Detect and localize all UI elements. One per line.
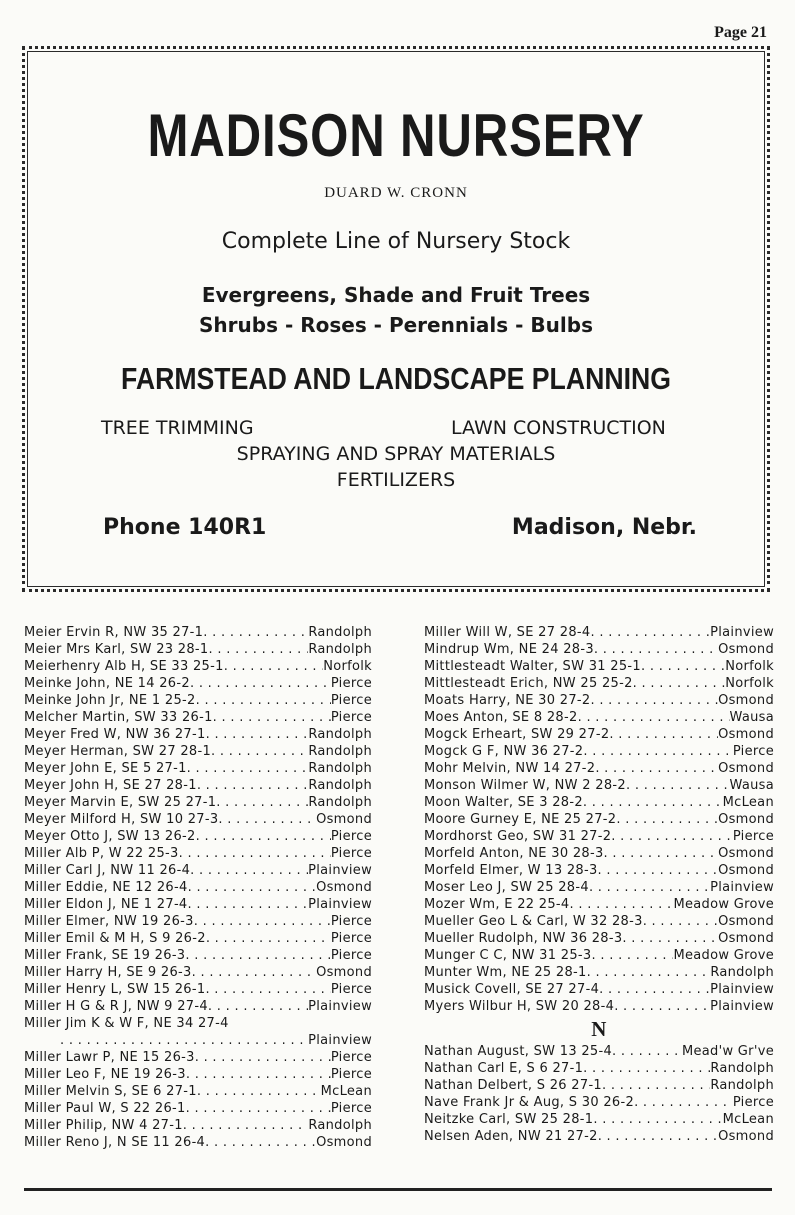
directory-entry: [424, 845, 774, 862]
section-letter: N: [591, 1017, 607, 1041]
entry-name: Meinke John, NE 14 26-2: [24, 676, 190, 691]
directory-entry: [424, 726, 774, 743]
entry-town: Osmond: [718, 863, 774, 878]
entry-name: Meyer Marvin E, SW 25 27-1: [24, 795, 217, 810]
entry-name: Monson Wilmer W, NW 2 28-2: [424, 778, 626, 793]
directory-entry: [424, 879, 774, 896]
entry-name: Moon Walter, SE 3 28-2: [424, 795, 583, 810]
entry-town: Pierce: [732, 829, 774, 844]
directory-entry: [24, 862, 372, 879]
entry-town: Randolph: [308, 761, 372, 776]
entry-town: Pierce: [330, 829, 372, 844]
entry-name: Munger C C, NW 31 25-3: [424, 948, 592, 963]
directory-entry: [424, 828, 774, 845]
entry-name: Meyer John H, SE 27 28-1: [24, 778, 197, 793]
entry-name: Moore Gurney E, NE 25 27-2: [424, 812, 617, 827]
entry-name: Meier Ervin R, NW 35 27-1: [24, 625, 204, 640]
directory-entry: [24, 896, 372, 913]
entry-name: Meyer Herman, SW 27 28-1: [24, 744, 212, 759]
directory-entry-wrapped-town: [24, 1032, 372, 1049]
entry-name: Meierhenry Alb H, SE 33 25-1: [24, 659, 224, 674]
entry-name: Nathan Delbert, S 26 27-1: [424, 1078, 603, 1093]
directory-entry: [24, 998, 372, 1015]
ad-products-line-2: Shrubs - Roses - Perennials - Bulbs: [199, 313, 593, 337]
directory-entry: [424, 743, 774, 760]
entry-town: Plainview: [308, 863, 372, 878]
entry-name: Meyer John E, SE 5 27-1: [24, 761, 187, 776]
entry-town: Pierce: [330, 982, 372, 997]
entry-town: Randolph: [308, 642, 372, 657]
directory-entry: [424, 947, 774, 964]
entry-name: Moser Leo J, SW 25 28-4: [424, 880, 589, 895]
directory-entry: [24, 658, 372, 675]
directory-entry: [424, 1060, 774, 1077]
directory-entry: [24, 930, 372, 947]
entry-name: Miller Harry H, SE 9 26-3: [24, 965, 192, 980]
entry-name: Miller Paul W, S 22 26-1: [24, 1101, 186, 1116]
entry-town: Plainview: [710, 625, 774, 640]
entry-name: Miller Emil & M H, S 9 26-2: [24, 931, 206, 946]
ad-products-line-1: Evergreens, Shade and Fruit Trees: [201, 283, 591, 307]
entry-name: Nathan August, SW 13 25-4: [424, 1044, 613, 1059]
directory-entry: [424, 862, 774, 879]
directory-entry: [24, 1049, 372, 1066]
entry-town: Plainview: [710, 982, 774, 997]
ad-service-lawn-construction: LAWN CONSTRUCTION: [451, 417, 666, 439]
entry-town: Pierce: [330, 931, 372, 946]
entry-town: Wausa: [729, 710, 774, 725]
directory-entry: [24, 1083, 372, 1100]
directory-entry: [24, 811, 372, 828]
directory-entry: [424, 811, 774, 828]
entry-name: Mueller Geo L & Carl, W 32 28-3: [424, 914, 643, 929]
ad-phone: Phone 140R1: [103, 515, 267, 540]
entry-name: Munter Wm, NE 25 28-1: [424, 965, 587, 980]
directory-entry: [424, 675, 774, 692]
ad-title: MADISON NURSERY: [147, 102, 645, 169]
entry-name: Miller Jim K & W F, NE 34 27-4: [24, 1016, 229, 1031]
entry-name: Mordhorst Geo, SW 31 27-2: [424, 829, 612, 844]
directory-entry: [424, 777, 774, 794]
directory-entry: [24, 1117, 372, 1134]
entry-name: Mindrup Wm, NE 24 28-3: [424, 642, 594, 657]
directory-entry: [24, 709, 372, 726]
entry-name: Meyer Otto J, SW 13 26-2: [24, 829, 196, 844]
left-entries-continued: [24, 1049, 372, 1151]
entry-town: Osmond: [718, 846, 774, 861]
entry-town: Osmond: [718, 642, 774, 657]
directory-entry: [424, 794, 774, 811]
entry-town: Randolph: [710, 1078, 774, 1093]
entry-town: Pierce: [330, 710, 372, 725]
entry-town: Wausa: [729, 778, 774, 793]
entry-town: Pierce: [330, 1067, 372, 1082]
directory-entry: [24, 777, 372, 794]
entry-town: Pierce: [732, 744, 774, 759]
left-entries: [24, 624, 372, 1015]
entry-name: Miller Alb P, W 22 25-3: [24, 846, 179, 861]
directory-entry: [24, 692, 372, 709]
ad-location: Madison, Nebr.: [511, 515, 697, 540]
entry-town: Osmond: [718, 761, 774, 776]
directory-entry: [424, 641, 774, 658]
nursery-advertisement: [22, 46, 770, 592]
entry-town: Norfolk: [725, 659, 774, 674]
entry-name: Miller Carl J, NW 11 26-4: [24, 863, 191, 878]
entry-name: Miller Lawr P, NE 15 26-3: [24, 1050, 195, 1065]
directory-entry: [24, 947, 372, 964]
ad-service-tree-trimming: TREE TRIMMING: [101, 417, 254, 439]
entry-town: Randolph: [308, 727, 372, 742]
entry-name: Meinke John Jr, NE 1 25-2: [24, 693, 196, 708]
directory-entry: [424, 896, 774, 913]
entry-town: Randolph: [308, 778, 372, 793]
entry-town: McLean: [722, 795, 774, 810]
ad-service-spraying: SPRAYING AND SPRAY MATERIALS: [236, 443, 556, 465]
entry-town: McLean: [320, 1084, 372, 1099]
entry-town: Pierce: [330, 1101, 372, 1116]
entry-name: Meier Mrs Karl, SW 23 28-1: [24, 642, 209, 657]
directory-entry: [424, 998, 774, 1015]
entry-town: Randolph: [308, 625, 372, 640]
entry-town: Pierce: [330, 1050, 372, 1065]
entry-name: Neitzke Carl, SW 25 28-1: [424, 1112, 594, 1127]
entry-town: Osmond: [718, 1129, 774, 1144]
entry-name: Nave Frank Jr & Aug, S 30 26-2: [424, 1095, 635, 1110]
entry-town: Osmond: [316, 812, 372, 827]
entry-name: Miller Reno J, N SE 11 26-4: [24, 1135, 206, 1150]
directory-entry: [24, 981, 372, 998]
directory-entry: [24, 879, 372, 896]
entry-name: Morfeld Elmer, W 13 28-3: [424, 863, 598, 878]
entry-name: Musick Covell, SE 27 27-4: [424, 982, 600, 997]
directory-entry: [424, 1094, 774, 1111]
entry-name: Mueller Rudolph, NW 36 28-3: [424, 931, 623, 946]
entry-town: Randolph: [710, 965, 774, 980]
directory-entry: [24, 1100, 372, 1117]
entry-name: Miller Melvin S, SE 6 27-1: [24, 1084, 197, 1099]
entry-town: Randolph: [308, 744, 372, 759]
ad-tagline: Complete Line of Nursery Stock: [221, 229, 571, 254]
entry-name: Nelsen Aden, NW 21 27-2: [424, 1129, 598, 1144]
directory-entry: [24, 913, 372, 930]
directory-entry: [24, 624, 372, 641]
entry-name: Meyer Milford H, SW 10 27-3: [24, 812, 219, 827]
directory-entry: [424, 913, 774, 930]
entry-town: Plainview: [308, 1033, 372, 1048]
directory-entry: [24, 828, 372, 845]
entry-town: Osmond: [718, 693, 774, 708]
entry-name: Moes Anton, SE 8 28-2: [424, 710, 578, 725]
entry-town: Pierce: [330, 693, 372, 708]
entry-town: Osmond: [718, 727, 774, 742]
entry-name: Miller Philip, NW 4 27-1: [24, 1118, 183, 1133]
entry-town: McLean: [722, 1112, 774, 1127]
directory-entry: [424, 658, 774, 675]
entry-town: Plainview: [710, 880, 774, 895]
entry-town: Randolph: [710, 1061, 774, 1076]
entry-name: Melcher Martin, SW 33 26-1: [24, 710, 213, 725]
entry-town: Plainview: [308, 897, 372, 912]
entry-name: Miller Frank, SE 19 26-3: [24, 948, 186, 963]
entry-town: Pierce: [330, 676, 372, 691]
directory-entry: [424, 981, 774, 998]
entry-name: Miller Eldon J, NE 1 27-4: [24, 897, 188, 912]
directory-entry: [24, 845, 372, 862]
entry-town: Pierce: [330, 846, 372, 861]
entry-town: Pierce: [330, 948, 372, 963]
directory-entry: [424, 1128, 774, 1145]
ad-planning-heading: FARMSTEAD AND LANDSCAPE PLANNING: [121, 361, 671, 396]
entry-name: Meyer Fred W, NW 36 27-1: [24, 727, 206, 742]
entry-town: Osmond: [316, 880, 372, 895]
entry-name: Myers Wilbur H, SW 20 28-4: [424, 999, 615, 1014]
entry-town: Meadow Grove: [673, 897, 774, 912]
directory-entry: [424, 624, 774, 641]
entry-name: Miller Elmer, NW 19 26-3: [24, 914, 194, 929]
ad-service-fertilizers: FERTILIZERS: [336, 469, 456, 491]
bottom-rule: [24, 1188, 772, 1191]
entry-name: Moats Harry, NE 30 27-2: [424, 693, 591, 708]
directory-entry: [24, 726, 372, 743]
entry-town: Osmond: [718, 914, 774, 929]
entry-name: Mittlesteadt Erich, NW 25 25-2: [424, 676, 633, 691]
directory-entry: [424, 1077, 774, 1094]
entry-name: Miller Leo F, NE 19 26-3: [24, 1067, 186, 1082]
directory-entry: [424, 760, 774, 777]
entry-name: Miller H G & R J, NW 9 27-4: [24, 999, 208, 1014]
entry-name: Nathan Carl E, S 6 27-1: [424, 1061, 584, 1076]
entry-town: Osmond: [718, 812, 774, 827]
entry-name: Mogck G F, NW 36 27-2: [424, 744, 584, 759]
entry-town: Pierce: [330, 914, 372, 929]
entry-name: Mittlesteadt Walter, SW 31 25-1: [424, 659, 641, 674]
entry-name: Miller Eddie, NE 12 26-4: [24, 880, 188, 895]
directory-entry: [24, 1134, 372, 1151]
entry-name: Miller Henry L, SW 15 26-1: [24, 982, 206, 997]
entry-name: Mozer Wm, E 22 25-4: [424, 897, 570, 912]
entry-town: Mead'w Gr've: [681, 1044, 774, 1059]
directory-left-column: [24, 624, 372, 1151]
entry-name: Mohr Melvin, NW 14 27-2: [424, 761, 596, 776]
ad-owner: DUARD W. CRONN: [324, 185, 468, 201]
entry-town: Plainview: [710, 999, 774, 1014]
directory-entry: [424, 709, 774, 726]
directory-entry: [24, 743, 372, 760]
entry-name: Mogck Erheart, SW 29 27-2: [424, 727, 610, 742]
page-number: Page 21: [714, 24, 767, 41]
entry-town: Norfolk: [323, 659, 372, 674]
entry-town: Osmond: [316, 1135, 372, 1150]
directory-entry: [424, 1111, 774, 1128]
entry-town: Randolph: [308, 795, 372, 810]
directory-entry: [24, 760, 372, 777]
directory-entry: [424, 1043, 774, 1060]
entry-town: Norfolk: [725, 676, 774, 691]
directory-entry: [424, 930, 774, 947]
entry-name: Miller Will W, SE 27 28-4: [424, 625, 591, 640]
entry-town: Randolph: [308, 1118, 372, 1133]
entry-name: Morfeld Anton, NE 30 28-3: [424, 846, 604, 861]
directory-entry: [24, 641, 372, 658]
directory-entry: [24, 794, 372, 811]
directory-entry: [24, 675, 372, 692]
entry-town: Plainview: [308, 999, 372, 1014]
directory-entry: [24, 964, 372, 981]
right-entries: [424, 624, 774, 1015]
directory-entry: [424, 692, 774, 709]
entry-town: Osmond: [316, 965, 372, 980]
entry-town: Osmond: [718, 931, 774, 946]
entry-town: Meadow Grove: [673, 948, 774, 963]
right-entries-n: [424, 1043, 774, 1145]
directory-entry: [424, 964, 774, 981]
entry-town: Pierce: [732, 1095, 774, 1110]
directory-entry: [24, 1066, 372, 1083]
directory-entry-wrapped: [24, 1015, 372, 1032]
directory-right-column: [424, 624, 774, 1145]
